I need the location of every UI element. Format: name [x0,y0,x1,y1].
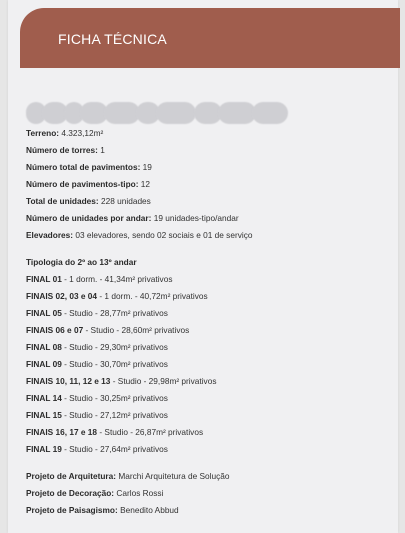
spec-unidades-por-andar: Número de unidades por andar: 19 unidades-tipo/andar [26,213,239,223]
tipologia-item: FINAL 08 - Studio - 29,30m² privativos [26,342,168,352]
spec-total-unidades: Total de unidades: 228 unidades [26,196,151,206]
header-title: FICHA TÉCNICA [58,31,167,47]
tipologia-item: FINAIS 02, 03 e 04 - 1 dorm. - 40,72m² privativos [26,291,208,301]
spec-sheet-header [20,8,400,68]
redacted-heading [26,100,386,124]
tipologia-section [26,254,386,458]
tipologia-item: FINAL 14 - Studio - 30,25m² privativos [26,393,168,403]
tipologia-item: FINAIS 06 e 07 - Studio - 28,60m² privativos [26,325,190,335]
spec-total-pavimentos: Número total de pavimentos: 19 [26,162,152,172]
spec-torres: Número de torres: 1 [26,145,105,155]
credit-arquitetura: Projeto de Arquitetura: Marchi Arquitetura de Solução [26,471,230,481]
tipologia-item: FINAL 01 - 1 dorm. - 41,34m² privativos [26,274,173,284]
spec-elevadores: Elevadores: 03 elevadores, sendo 02 sociais e 01 de serviço [26,230,253,240]
tipologia-item: FINAL 05 - Studio - 28,77m² privativos [26,308,168,318]
credits-section [26,468,386,519]
tipologia-item: FINAIS 10, 11, 12 e 13 - Studio - 29,98m² privativos [26,376,217,386]
tipologia-item: FINAL 15 - Studio - 27,12m² privativos [26,410,168,420]
spec-pavimentos-tipo: Número de pavimentos-tipo: 12 [26,179,151,189]
spec-list [26,125,386,244]
spec-terreno: Terreno: 4.323,12m² [26,128,104,138]
spec-sheet-content [26,100,386,519]
tipologia-item: FINAL 09 - Studio - 30,70m² privativos [26,359,168,369]
credit-paisagismo: Projeto de Paisagismo: Benedito Abbud [26,505,179,515]
credit-decoracao: Projeto de Decoração: Carlos Rossi [26,488,164,498]
tipologia-item: FINAL 19 - Studio - 27,64m² privativos [26,444,168,454]
tipologia-item: FINAIS 16, 17 e 18 - Studio - 26,87m² privativos [26,427,204,437]
tipologia-title: Tipologia do 2º ao 13º andar [26,257,137,267]
